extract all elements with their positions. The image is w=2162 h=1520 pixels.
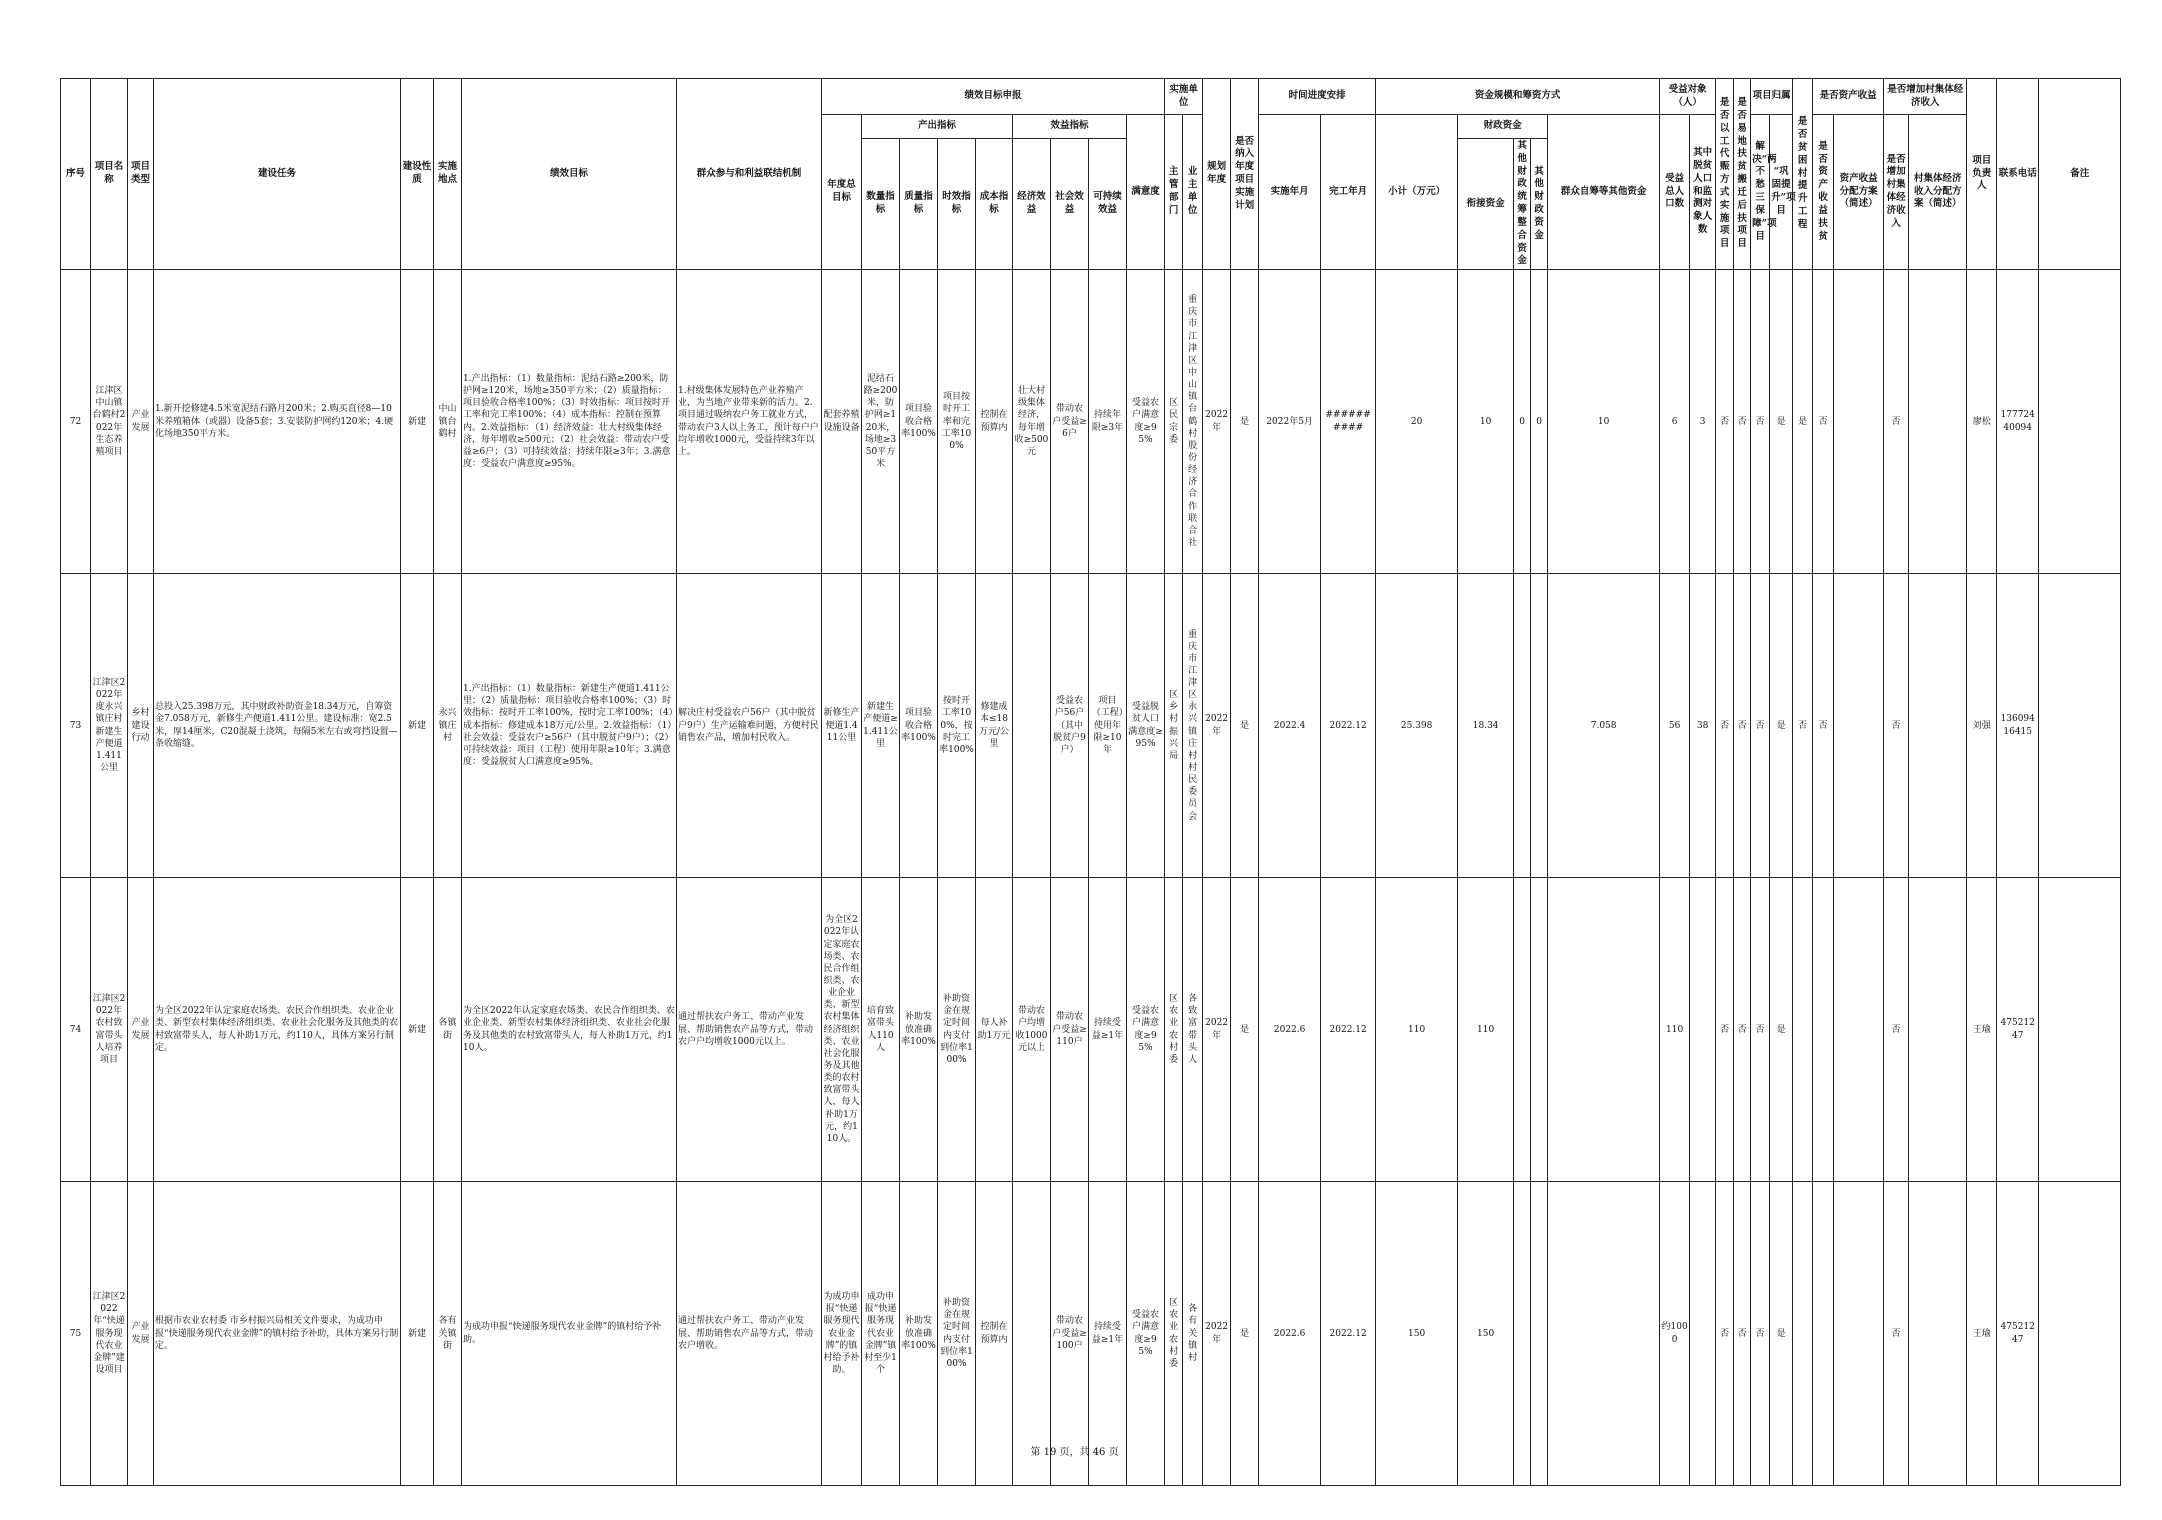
cell-project-name: 江津区2022年“快递服务现代农业金牌”建设项目 [91,1182,128,1486]
cell-social-benefit: 带动农户受益≥110户 [1051,878,1089,1182]
cell-construction-task: 总投入25.398万元，其中财政补助资金18.34万元，自筹资金7.058万元，新修生产便道1.411公里。建设标准：宽2.5米，厚14厘米，C20混凝土浇筑，每隔5米左右或弯挡设置—条收缩缝。 [154,574,401,878]
cell-direct-funds: 150 [1458,1182,1514,1486]
cell-self-raised-funds [1548,878,1660,1182]
cell-relocation: 否 [1734,270,1751,574]
cell-phone: 13609416415 [1997,574,2039,878]
cell-other-fiscal-funds [1531,878,1548,1182]
cell-plan-year: 2022年 [1203,878,1231,1182]
cell-other-integrated-funds [1514,574,1531,878]
cell-seq: 74 [61,878,91,1182]
header-completion: 完工年月 [1321,115,1376,270]
cell-project-type: 产业发展 [128,1182,154,1486]
cell-project-lead: 王瑜 [1967,1182,1997,1486]
cell-construction-task: 为全区2022年认定家庭农场类、农民合作组织类、农业企业类、新型农村集体经济组织类、农业社会化服务及其他类的农村致富带头人，每人补助1万元，约110人，具体方案另行制定。 [154,878,401,1182]
header-schedule: 时间进度安排 [1259,79,1376,115]
header-timeliness: 时效指标 [938,139,976,270]
cell-subtotal: 25.398 [1376,574,1458,878]
cell-project-name: 江津区2022年度永兴镇庄村新建生产便道1.411公里 [91,574,128,878]
cell-competent-dept: 区乡村振兴局 [1165,574,1183,878]
cell-quantity-indicator: 成功申报“快递服务现代农业金牌”镇村至少1个 [862,1182,900,1486]
cell-project-type: 乡村建设行动 [128,574,154,878]
cell-poor-village-upgrade [1793,878,1813,1182]
cell-start-date: 2022.6 [1259,878,1321,1182]
cell-total-beneficiaries: 110 [1660,878,1690,1182]
cell-satisfaction: 受益脱贫人口满意度≥95% [1127,574,1165,878]
cell-satisfaction: 受益农户满意度≥95% [1127,878,1165,1182]
cell-subtotal: 20 [1376,270,1458,574]
cell-cost-indicator: 每人补助1万元 [976,878,1013,1182]
cell-economic-benefit [1013,574,1051,878]
header-subtotal: 小计（万元） [1376,115,1458,270]
header-sustainable: 可持续效益 [1089,139,1127,270]
cell-construction-nature: 新建 [401,574,434,878]
cell-sustainable-benefit: 项目（工程）使用年限≥10年 [1089,574,1127,878]
cell-in-annual-plan: 是 [1231,574,1259,878]
cell-project-type: 产业发展 [128,270,154,574]
cell-project-lead: 刘强 [1967,574,1997,878]
header-construction-task: 建设任务 [154,79,401,270]
cell-village-income-plan [1909,574,1967,878]
cell-subtotal: 110 [1376,878,1458,1182]
cell-consolidation: 是 [1770,1182,1793,1486]
cell-consolidation: 是 [1770,878,1793,1182]
project-table [60,78,2162,1486]
cell-other-fiscal-funds [1531,574,1548,878]
cell-construction-nature: 新建 [401,878,434,1182]
table-row [61,574,2162,878]
header-two-assurances: 解决“两不愁三保障”项目 [1751,115,1770,270]
header-cost: 成本指标 [976,139,1013,270]
cell-annual-goal: 新修生产便道1.411公里 [822,574,862,878]
cell-asset-income-yn: 否 [1813,270,1834,574]
header-construction-nature: 建设性质 [401,79,434,270]
header-quantity: 数量指标 [862,139,900,270]
header-plan-year: 规划年度 [1203,79,1231,270]
cell-economic-benefit: 壮大村级集体经济，每年增收≥500元 [1013,270,1051,574]
header-start: 实施年月 [1259,115,1321,270]
cell-work-relief: 否 [1716,270,1734,574]
cell-annual-goal: 配套养殖设施设备 [822,270,862,574]
header-location: 实施地点 [434,79,462,270]
cell-start-date: 2022.4 [1259,574,1321,878]
cell-two-assurances: 否 [1751,878,1770,1182]
cell-competent-dept: 区农业农村委 [1165,878,1183,1182]
cell-remarks [2039,878,2121,1182]
header-village-income-yn: 是否增加村集体经济收入 [1884,115,1909,270]
cell-other-integrated-funds [1514,878,1531,1182]
cell-direct-funds: 18.34 [1458,574,1514,878]
cell-project-name: 江津区2022年农村致富带头人培养项目 [91,878,128,1182]
cell-owner-unit: 各有关镇村 [1183,1182,1203,1486]
cell-other-integrated-funds: 0 [1514,270,1531,574]
cell-poverty-monitored: 3 [1690,270,1716,574]
cell-sustainable-benefit: 持续年限≥3年 [1089,270,1127,574]
cell-asset-income-plan [1834,1182,1884,1486]
cell-timeliness-indicator: 按时开工率100%，按时完工率100% [938,574,976,878]
cell-owner-unit: 重庆市江津区中山镇台鹤村股份经济合作联合社 [1183,270,1203,574]
header-project-type: 项目类型 [128,79,154,270]
cell-asset-income-plan [1834,270,1884,574]
cell-competent-dept: 区民宗委 [1165,270,1183,574]
cell-start-date: 2022.6 [1259,1182,1321,1486]
cell-quality-indicator: 项目验收合格率100% [900,270,938,574]
header-quality: 质量指标 [900,139,938,270]
cell-completion-date: 2022.12 [1321,574,1376,878]
cell-two-assurances: 否 [1751,1182,1770,1486]
cell-relocation: 否 [1734,574,1751,878]
cell-phone: 47521247 [1997,878,2039,1182]
cell-remarks [2039,1182,2121,1486]
cell-completion-date: ########## [1321,270,1376,574]
cell-work-relief: 否 [1716,878,1734,1182]
cell-quality-indicator: 补助发放准确率100% [900,1182,938,1486]
cell-mass-participation: 通过帮扶农户务工、带动产业发展、帮助销售农产品等方式，带动农户户均增收1000元以上。 [677,878,822,1182]
cell-village-income-yn: 否 [1884,574,1909,878]
cell-construction-task: 根据市农业农村委 市乡村振兴局相关文件要求，为成功申报“快递服务现代农业金牌”的镇村给予补助，具体方案另行制定。 [154,1182,401,1486]
cell-other-integrated-funds [1514,1182,1531,1486]
header-benefit-indicators: 效益指标 [1013,115,1127,139]
cell-plan-year: 2022年 [1203,574,1231,878]
cell-project-lead: 廖松 [1967,270,1997,574]
cell-construction-nature: 新建 [401,1182,434,1486]
header-competent-dept: 主管部门 [1165,115,1183,270]
cell-work-relief: 否 [1716,574,1734,878]
cell-village-income-plan [1909,1182,1967,1486]
cell-satisfaction: 受益农户满意度≥95% [1127,270,1165,574]
header-asset-income-plan: 资产收益分配方案（简述） [1834,115,1884,270]
cell-seq: 72 [61,270,91,574]
header-fiscal-funds: 财政资金 [1458,115,1548,139]
cell-location: 永兴镇庄村 [434,574,462,878]
cell-quantity-indicator: 培育致富带头人110人 [862,878,900,1182]
cell-phone: 17772440094 [1997,270,2039,574]
cell-village-income-yn: 否 [1884,270,1909,574]
cell-timeliness-indicator: 补助资金在规定时间内支付到位率100% [938,1182,976,1486]
header-impl-unit: 实施单位 [1165,79,1203,115]
cell-self-raised-funds: 10 [1548,270,1660,574]
cell-other-fiscal-funds: 0 [1531,270,1548,574]
cell-village-income-yn: 否 [1884,1182,1909,1486]
header-project-lead: 项目负责人 [1967,79,1997,270]
header-seq: 序号 [61,79,91,270]
header-phone: 联系电话 [1997,79,2039,270]
cell-mass-participation: 1.村级集体发展特色产业养殖产业，为当地产业带来新的活力。2.项目通过吸纳农户务工就业方式，带动农户3人以上务工，预计每户户均年增收1000元，受益持续3年以上。 [677,270,822,574]
header-performance-declaration: 绩效目标申报 [822,79,1165,115]
cell-remarks [2039,574,2121,878]
cell-economic-benefit: 带动农户均增收1000元以上 [1013,878,1051,1182]
header-mass-participation: 群众参与和利益联结机制 [677,79,822,270]
cell-satisfaction: 受益农户满意度≥95% [1127,1182,1165,1486]
cell-construction-nature: 新建 [401,270,434,574]
cell-start-date: 2022年5月 [1259,270,1321,574]
cell-seq: 73 [61,574,91,878]
cell-project-lead: 王瑜 [1967,878,1997,1182]
header-annual-goal: 年度总目标 [822,115,862,270]
cell-poverty-monitored [1690,878,1716,1182]
cell-seq: 75 [61,1182,91,1486]
cell-total-beneficiaries: 约1000 [1660,1182,1690,1486]
cell-sustainable-benefit: 持续受益≥1年 [1089,878,1127,1182]
cell-two-assurances: 否 [1751,270,1770,574]
header-village-income-plan: 村集体经济收入分配方案（简述） [1909,115,1967,270]
cell-annual-goal: 为全区2022年认定家庭农场类、农民合作组织类、农业企业类、新型农村集体经济组织类、农业社会化服务及其他类的农村致富带头人，每人补助1万元，约110人。 [822,878,862,1182]
cell-consolidation: 是 [1770,270,1793,574]
cell-village-income-plan [1909,270,1967,574]
cell-cost-indicator: 修建成本≤18万元/公里 [976,574,1013,878]
cell-mass-participation: 通过帮扶农户务工、带动产业发展、帮助销售农产品等方式，带动农户增收。 [677,1182,822,1486]
cell-consolidation: 是 [1770,574,1793,878]
cell-construction-task: 1.新开挖修建4.5米宽泥结石路月200米；2.购买直径8—10米养殖箱体（或器）设备5套；3.安装防护网约120米；4.硬化场地350平方米。 [154,270,401,574]
cell-performance-goal: 1.产出指标：（1）数量指标：泥结石路≥200米，防护网≥120米，场地≥350平方米；（2）质量指标：项目验收合格率100%；（3）时效指标：项目按时开工率和完工率100%；（4）成本指标：控制在预算内。2.效益指标：（1）经济效益：壮大村级集体经济，每年增收≥500元；（2）社会效益：带动农户受益≥6户；（3）可持续效益：持续年限≥3年；3.满意度：受益农户满意度≥95%。 [462,270,677,574]
cell-poverty-monitored: 38 [1690,574,1716,878]
cell-asset-income-yn: 否 [1813,574,1834,878]
cell-social-benefit: 带动农户受益≥100户 [1051,1182,1089,1486]
header-poor-village-upgrade: 是否贫困村提升工程 [1793,79,1813,270]
cell-mass-participation: 解决庄村受益农户56户（其中脱贫户9户）生产运输难问题，方便村民销售农产品，增加村民收入。 [677,574,822,878]
cell-quality-indicator: 补助发放准确率100% [900,878,938,1182]
cell-asset-income-yn [1813,1182,1834,1486]
cell-work-relief: 否 [1716,1182,1734,1486]
cell-social-benefit: 带动农户受益≥6户 [1051,270,1089,574]
cell-other-fiscal-funds [1531,1182,1548,1486]
cell-village-income-plan [1909,878,1967,1182]
header-economic: 经济效益 [1013,139,1051,270]
cell-phone: 47521247 [1997,1182,2039,1486]
header-output-indicators: 产出指标 [862,115,1013,139]
header-performance-goal: 绩效目标 [462,79,677,270]
header-relocation: 是否易地扶贫搬迁后扶项目 [1734,79,1751,270]
cell-quality-indicator: 项目验收合格率100% [900,574,938,878]
cell-cost-indicator: 控制在预算内 [976,1182,1013,1486]
cell-competent-dept: 区农业农村委 [1165,1182,1183,1486]
header-owner-unit: 业主单位 [1183,115,1203,270]
cell-completion-date: 2022.12 [1321,1182,1376,1486]
cell-performance-goal: 1.产出指标：（1）数量指标：新建生产便道1.411公里；（2）质量指标：项目验收合格率100%；（3）时效指标：按时开工率100%，按时完工率100%；（4）成本指标：修建成本18万元/公里。2.效益指标：（1）社会效益：受益农户≥56户（其中脱贫户9户）；（2）可持续效益：项目（工程）使用年限≥10年；3.满意度：受益脱贫人口满意度≥95%。 [462,574,677,878]
cell-in-annual-plan: 是 [1231,1182,1259,1486]
cell-asset-income-plan [1834,574,1884,878]
header-asset-income-yn: 是否资产收益扶贫 [1813,115,1834,270]
cell-total-beneficiaries: 56 [1660,574,1690,878]
cell-remarks [2039,270,2121,574]
header-direct-funds: 衔接资金 [1458,139,1514,270]
cell-location: 中山镇台鹤村 [434,270,462,574]
cell-location: 各镇街 [434,878,462,1182]
cell-annual-goal: 为成功申报“快递服务现代农业金牌”的镇村给予补助。 [822,1182,862,1486]
header-asset-income: 是否资产收益 [1813,79,1884,115]
cell-poverty-monitored [1690,1182,1716,1486]
cell-economic-benefit [1013,1182,1051,1486]
cell-village-income-yn: 否 [1884,878,1909,1182]
cell-in-annual-plan: 是 [1231,270,1259,574]
cell-owner-unit: 重庆市江津区永兴镇庄村村民委员会 [1183,574,1203,878]
header-other-fiscal: 其他财政资金 [1531,139,1548,270]
cell-subtotal: 150 [1376,1182,1458,1486]
page-footer: 第 19 页，共 46 页 [1030,1447,1119,1458]
table-row [61,1182,2162,1486]
cell-asset-income-yn [1813,878,1834,1182]
cell-self-raised-funds: 7.058 [1548,574,1660,878]
cell-poor-village-upgrade: 否 [1793,574,1813,878]
header-beneficiaries: 受益对象（人） [1660,79,1716,115]
cell-sustainable-benefit: 持续受益≥1年 [1089,1182,1127,1486]
cell-relocation: 否 [1734,878,1751,1182]
header-self-raised: 群众自筹等其他资金 [1548,115,1660,270]
header-total-beneficiaries: 受益总人口数 [1660,115,1690,270]
header-social: 社会效益 [1051,139,1089,270]
cell-timeliness-indicator: 补助资金在规定时间内支付到位率100% [938,878,976,1182]
cell-quantity-indicator: 泥结石路≥200米，防护网≥120米，场地≥350平方米 [862,270,900,574]
header-satisfaction: 满意度 [1127,115,1165,270]
cell-completion-date: 2022.12 [1321,878,1376,1182]
header-funding: 资金规模和筹资方式 [1376,79,1660,115]
cell-performance-goal: 为成功申报“快递服务现代农业金牌”的镇村给予补助。 [462,1182,677,1486]
header-project-name: 项目名称 [91,79,128,270]
cell-poor-village-upgrade [1793,1182,1813,1486]
cell-two-assurances: 否 [1751,574,1770,878]
table-row [61,270,2162,574]
cell-total-beneficiaries: 6 [1660,270,1690,574]
cell-social-benefit: 受益农户56户（其中脱贫户9户） [1051,574,1089,878]
cell-location: 各有关镇街 [434,1182,462,1486]
cell-direct-funds: 10 [1458,270,1514,574]
cell-poor-village-upgrade: 是 [1793,270,1813,574]
header-remarks: 备注 [2039,79,2121,270]
cell-relocation: 否 [1734,1182,1751,1486]
cell-project-type: 产业发展 [128,878,154,1182]
header-village-income: 是否增加村集体经济收入 [1884,79,1967,115]
table-row [61,878,2162,1182]
cell-in-annual-plan: 是 [1231,878,1259,1182]
header-consolidation: “巩固提升”项目 [1770,115,1793,270]
cell-performance-goal: 为全区2022年认定家庭农场类、农民合作组织类、农业企业类、新型农村集体经济组织类、农业社会化服务及其他类的农村致富带头人，每人补助1万元，约110人。 [462,878,677,1182]
header-attribution: 项目归属 [1751,79,1793,115]
header-other-integrated: 其他财政统筹整合资金 [1514,139,1531,270]
cell-owner-unit: 各致富带头人 [1183,878,1203,1182]
cell-direct-funds: 110 [1458,878,1514,1182]
cell-plan-year: 2022年 [1203,270,1231,574]
cell-cost-indicator: 控制在预算内 [976,270,1013,574]
cell-timeliness-indicator: 项目按时开工率和完工率100% [938,270,976,574]
cell-self-raised-funds [1548,1182,1660,1486]
cell-asset-income-plan [1834,878,1884,1182]
header-poverty-monitored: 其中脱贫人口和监测对象人数 [1690,115,1716,270]
header-in-annual-plan: 是否纳入年度项目实施计划 [1231,79,1259,270]
cell-project-name: 江津区中山镇台鹤村2022年生态养殖项目 [91,270,128,574]
header-work-relief: 是否以工代赈方式实施项目 [1716,79,1734,270]
cell-plan-year: 2022年 [1203,1182,1231,1486]
cell-quantity-indicator: 新建生产便道≥1.411公里 [862,574,900,878]
